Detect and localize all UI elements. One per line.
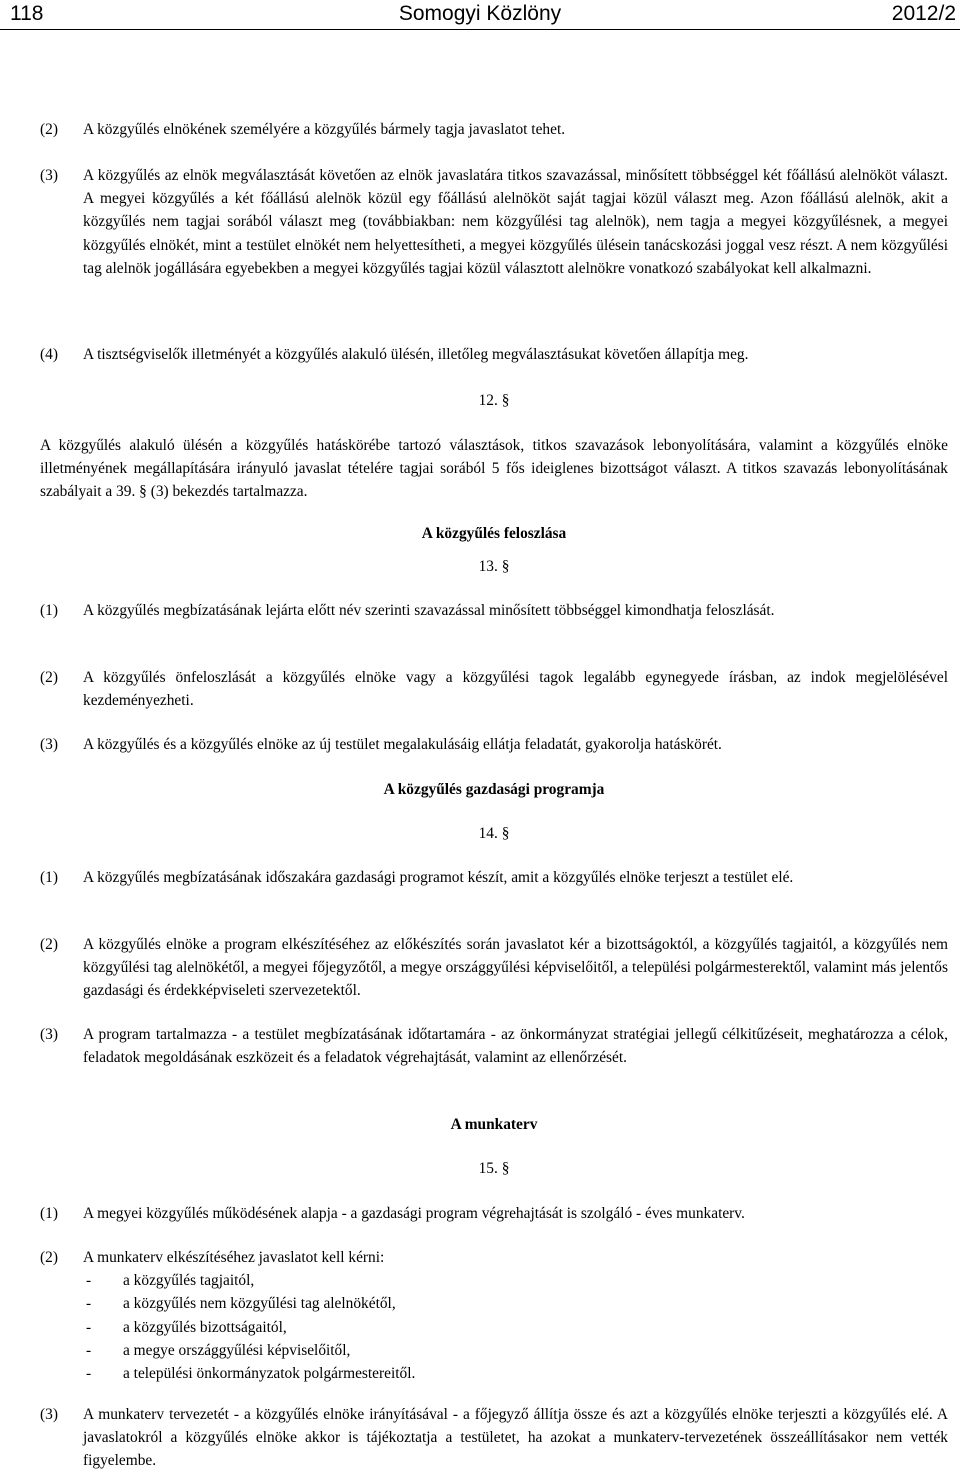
paragraph-number: (3): [40, 1026, 58, 1043]
list-item-text: a települési önkormányzatok polgármestereitől.: [123, 1365, 416, 1383]
section-number-15: 15. §: [478, 1160, 510, 1177]
list-item: [83, 1362, 948, 1385]
paragraph-13-2: [40, 666, 948, 712]
paragraph-11-3: [40, 164, 948, 280]
paragraph-text: A program tartalmazza - a testület megbízatásának időtartamára - az önkormányzat stratégiai jellegű célkitűzéseit, meghatározza a célok, feladatok megoldásának eszközeit és a feladatok végrehajtását, valamint az ellenőrzését.: [83, 1026, 948, 1067]
list-item-text: a megye országgyűlési képviselőitől,: [123, 1341, 351, 1359]
paragraph-number: (1): [40, 869, 58, 886]
paragraph-text: A közgyűlés és a közgyűlés elnöke az új testület megalakulásáig ellátja feladatát, gyakorolja hatáskörét.: [83, 736, 722, 753]
paragraph-number: (1): [40, 1205, 58, 1222]
list-dash: -: [86, 1318, 92, 1336]
paragraph-text: A közgyűlés elnöke a program elkészítéséhez az előkészítés során javaslatot kér a bizottságoktól, a közgyűlés tagjaitól, a közgyűlés nem közgyűlési tag alelnökétől, a megyei főjegyzőtől, a megye országgyűlési képviselőitől, a települési polgármesterektől, valamint más jelentős gazdasági és érdekképviseleti szervezetektől.: [83, 936, 948, 1000]
list-dash: -: [86, 1295, 92, 1313]
paragraph-14-2: [40, 933, 948, 1003]
list-dash: -: [86, 1272, 92, 1290]
list-dash: -: [86, 1341, 92, 1359]
paragraph-text: A közgyűlés megbízatásának lejárta előtt név szerinti szavazással minősített többséggel kimondhatja feloszlását.: [83, 602, 775, 619]
paragraph-text: A közgyűlés elnökének személyére a közgyűlés bármely tagja javaslatot tehet.: [83, 121, 566, 138]
paragraph-text: A tisztségviselők illetményét a közgyűlés alakuló ülésén, illetőleg megválasztásukat követően állapítja meg.: [83, 346, 749, 363]
paragraph-number: (2): [40, 669, 58, 686]
paragraph-15-2: [40, 1246, 948, 1385]
list-item-text: a közgyűlés tagjaitól,: [123, 1272, 255, 1290]
paragraph-text: A közgyűlés megbízatásának időszakára gazdasági programot készít, amit a közgyűlés elnöke terjeszt a testület elé.: [83, 869, 794, 886]
paragraph-text: A közgyűlés az elnök megválasztását követően az elnök javaslatára titkos szavazással, minősített többséggel két főállású alelnököt választ. A megyei közgyűlés a két főállású alelnök közül egy főállású alelnököt saját tagjai közül választ meg. Azon főállású alelnök, akit a közgyűlés nem tagjai sorából választ meg (továbbiakban: nem közgyűlési tag alelnök), nem tagja a megyei közgyűlésnek, a megyei közgyűlés elnökét, mint a testület elnökét nem helyettesítheti, a megyei közgyűlés ülésein tanácskozási joggal vesz részt. A nem közgyűlési tag alelnök jogállására egyebekben a megyei közgyűlés tagjai közül választott alelnökre vonatkozó szabályokat kell alkalmazni.: [83, 167, 948, 277]
list-dash: -: [86, 1365, 92, 1383]
paragraph-number: (2): [40, 121, 58, 138]
section-title-14: A közgyűlés gazdasági programja: [383, 781, 605, 798]
paragraph-text: A megyei közgyűlés működésének alapja - a gazdasági program végrehajtását is szolgáló - éves munkaterv.: [83, 1205, 745, 1222]
list-item: [83, 1316, 948, 1339]
section-number-13: 13. §: [478, 558, 510, 575]
paragraph-11-2: [40, 118, 948, 141]
section-number-14: 14. §: [478, 825, 510, 842]
list-item-text: a közgyűlés nem közgyűlési tag alelnökétől,: [123, 1295, 396, 1313]
issue-number: 2012/2: [891, 2, 956, 25]
paragraph-15-3: [40, 1403, 948, 1473]
paragraph-number: (2): [40, 936, 58, 953]
paragraph-13-3: [40, 733, 948, 756]
paragraph-number: (3): [40, 1406, 58, 1423]
paragraph-13-1: [40, 599, 948, 622]
paragraph-15-1: [40, 1202, 948, 1225]
section-12-text: A közgyűlés alakuló ülésén a közgyűlés hatáskörébe tartozó választások, titkos szavazások lebonyolítására, valamint a közgyűlés elnöke illetményének megállapítására irányuló javaslat tételére tagjai sorából 5 fős ideiglenes bizottságot választ. A titkos szavazás lebonyolításának szabályait a 39. § (3) bekezdés tartalmazza.: [40, 437, 948, 501]
section-title-15: A munkaterv: [450, 1116, 538, 1133]
paragraph-number: (1): [40, 602, 58, 619]
paragraph-number: (4): [40, 346, 58, 363]
page-header: [0, 0, 960, 30]
paragraph-text: A munkaterv tervezetét - a közgyűlés elnöke irányításával - a főjegyző állítja össze és azt a közgyűlés elnöke terjeszti a közgyűlés elé. A javaslatokról a közgyűlés elnöke akkor is tájékoztatja a testületet, ha azokat a munkaterv-tervezetének összeállításakor nem vették figyelembe.: [83, 1406, 948, 1470]
publication-title: Somogyi Közlöny: [398, 2, 562, 25]
page-number: 118: [10, 2, 44, 25]
paragraph-number: (3): [40, 167, 58, 184]
paragraph-text: A közgyűlés önfeloszlását a közgyűlés elnöke vagy a közgyűlési tagok legalább egynegyede írásban, az indok megjelölésével kezdeményezheti.: [83, 669, 948, 710]
paragraph-11-4: [40, 343, 948, 366]
section-number-12: 12. §: [478, 392, 510, 409]
list-item-text: a közgyűlés bizottságaitól,: [123, 1318, 287, 1336]
list-item: [83, 1269, 948, 1292]
paragraph-number: (2): [40, 1249, 58, 1266]
paragraph-14-3: [40, 1023, 948, 1069]
paragraph-14-1: [40, 866, 948, 889]
paragraph-number: (3): [40, 736, 58, 753]
section-title-13: A közgyűlés feloszlása: [421, 525, 567, 542]
list-item: [83, 1292, 948, 1315]
list-item: [83, 1339, 948, 1362]
paragraph-text: A munkaterv elkészítéséhez javaslatot kell kérni:: [83, 1249, 385, 1266]
